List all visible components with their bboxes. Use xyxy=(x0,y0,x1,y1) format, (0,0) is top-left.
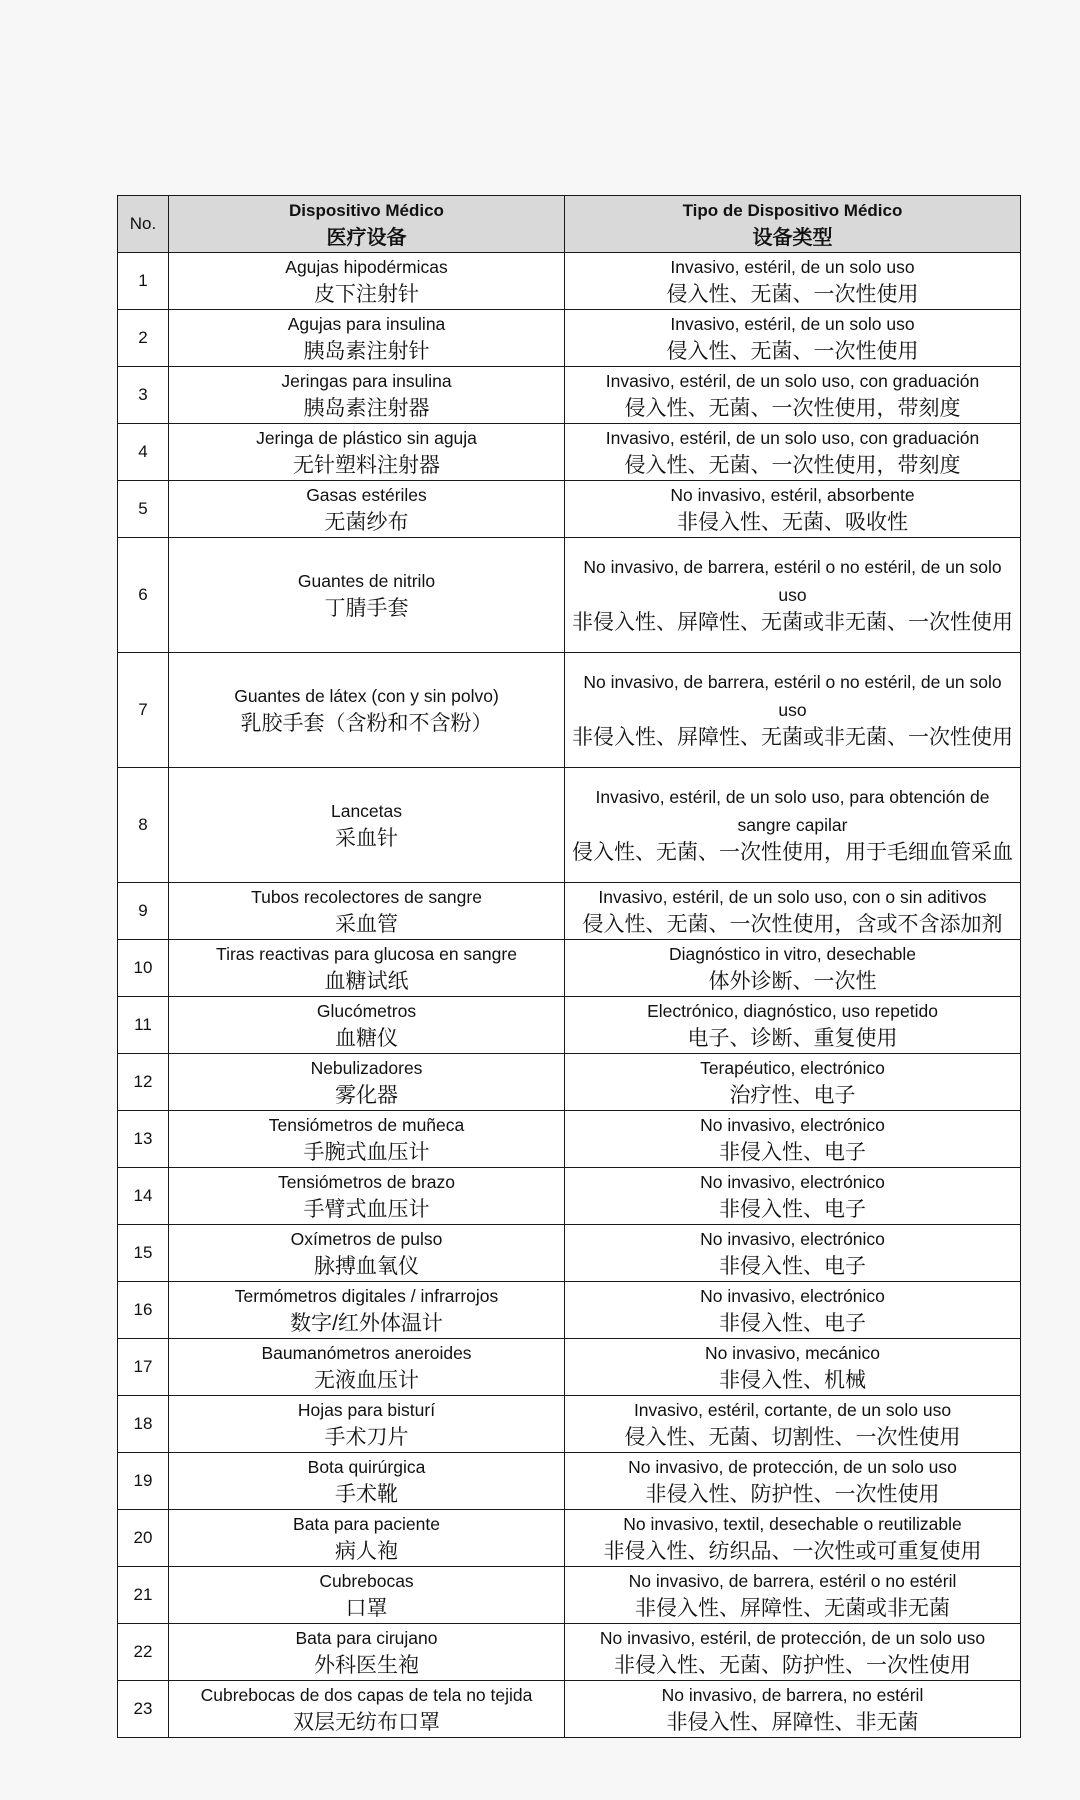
header-device-zh: 医疗设备 xyxy=(326,226,407,249)
device-name-zh: 乳胶手套（含粉和不含粉） xyxy=(240,712,493,735)
device-type-es: Invasivo, estéril, de un solo uso, con graduación xyxy=(605,428,980,448)
device-name-es: Tubos recolectores de sangre xyxy=(251,887,482,907)
device-type-cell xyxy=(565,1681,1021,1738)
device-type-es: No invasivo, electrónico xyxy=(700,1172,885,1192)
table-row xyxy=(118,1054,1021,1111)
row-number: 5 xyxy=(118,481,169,538)
device-type-cell xyxy=(565,1168,1021,1225)
device-type-zh: 非侵入性、无菌、防护性、一次性使用 xyxy=(614,1654,971,1677)
device-type-es: No invasivo, de barrera, no estéril xyxy=(661,1685,924,1705)
device-type-zh: 非侵入性、屏障性、无菌或非无菌 xyxy=(635,1597,950,1620)
device-cell xyxy=(169,424,565,481)
row-number: 13 xyxy=(118,1111,169,1168)
table-row xyxy=(118,1453,1021,1510)
device-cell xyxy=(169,1624,565,1681)
device-type-zh: 侵入性、无菌、一次性使用 xyxy=(666,283,919,306)
device-type-es: Diagnóstico in vitro, desechable xyxy=(668,944,917,964)
row-number: 3 xyxy=(118,367,169,424)
row-number: 23 xyxy=(118,1681,169,1738)
device-type-es: No invasivo, electrónico xyxy=(700,1115,885,1135)
medical-device-table xyxy=(117,195,1021,1738)
device-type-es: Invasivo, estéril, de un solo uso, para obtención de sangre capilar xyxy=(595,787,990,835)
table-row xyxy=(118,1225,1021,1282)
device-cell xyxy=(169,883,565,940)
device-type-cell xyxy=(565,1225,1021,1282)
device-cell xyxy=(169,1339,565,1396)
device-type-cell xyxy=(565,481,1021,538)
device-type-zh: 非侵入性、电子 xyxy=(719,1198,866,1221)
header-device xyxy=(169,196,565,253)
device-cell xyxy=(169,1567,565,1624)
row-number: 7 xyxy=(118,653,169,768)
device-name-es: Cubrebocas de dos capas de tela no tejida xyxy=(200,1685,533,1705)
device-type-zh: 非侵入性、纺织品、一次性或可重复使用 xyxy=(603,1540,982,1563)
device-type-zh: 侵入性、无菌、一次性使用，用于毛细血管采血 xyxy=(572,841,1013,864)
device-type-cell xyxy=(565,253,1021,310)
device-type-cell xyxy=(565,883,1021,940)
device-type-cell xyxy=(565,367,1021,424)
table-body xyxy=(118,253,1021,1738)
device-cell xyxy=(169,768,565,883)
device-name-zh: 无针塑料注射器 xyxy=(293,454,440,477)
device-name-es: Guantes de nitrilo xyxy=(297,571,436,591)
device-type-cell xyxy=(565,538,1021,653)
device-type-cell xyxy=(565,1396,1021,1453)
device-type-es: Electrónico, diagnóstico, uso repetido xyxy=(647,1001,938,1021)
device-cell xyxy=(169,310,565,367)
row-number: 9 xyxy=(118,883,169,940)
header-type-es: Tipo de Dispositivo Médico xyxy=(682,200,903,220)
row-number: 14 xyxy=(118,1168,169,1225)
device-type-es: No invasivo, mecánico xyxy=(704,1343,881,1363)
device-type-zh: 非侵入性、电子 xyxy=(719,1255,866,1278)
device-name-es: Tensiómetros de muñeca xyxy=(268,1115,465,1135)
device-type-zh: 侵入性、无菌、一次性使用，带刻度 xyxy=(624,397,961,420)
device-type-zh: 非侵入性、无菌、吸收性 xyxy=(677,511,908,534)
device-name-es: Bata para paciente xyxy=(293,1514,440,1534)
device-type-cell xyxy=(565,768,1021,883)
device-name-zh: 皮下注射针 xyxy=(314,283,419,306)
table-row xyxy=(118,538,1021,653)
device-name-zh: 雾化器 xyxy=(335,1084,398,1107)
row-number: 2 xyxy=(118,310,169,367)
device-name-zh: 血糖试纸 xyxy=(324,970,409,993)
table-row xyxy=(118,1624,1021,1681)
device-cell xyxy=(169,1681,565,1738)
row-number: 12 xyxy=(118,1054,169,1111)
device-type-zh: 非侵入性、电子 xyxy=(719,1312,866,1335)
device-name-es: Tiras reactivas para glucosa en sangre xyxy=(216,944,517,964)
table-row xyxy=(118,653,1021,768)
device-cell xyxy=(169,367,565,424)
device-type-cell xyxy=(565,1510,1021,1567)
header-device-es: Dispositivo Médico xyxy=(289,200,444,220)
table-row xyxy=(118,1681,1021,1738)
table-row xyxy=(118,1567,1021,1624)
device-type-cell xyxy=(565,1111,1021,1168)
device-cell xyxy=(169,1510,565,1567)
device-type-zh: 侵入性、无菌、切割性、一次性使用 xyxy=(624,1426,961,1449)
device-name-es: Agujas hipodérmicas xyxy=(285,257,448,277)
row-number: 10 xyxy=(118,940,169,997)
row-number: 20 xyxy=(118,1510,169,1567)
device-type-es: No invasivo, de barrera, estéril o no estéril, de un solo uso xyxy=(583,672,1002,720)
device-type-cell xyxy=(565,1339,1021,1396)
device-cell xyxy=(169,1168,565,1225)
device-name-es: Jeringa de plástico sin aguja xyxy=(256,428,477,448)
device-type-zh: 侵入性、无菌、一次性使用，含或不含添加剂 xyxy=(582,913,1003,936)
device-type-cell xyxy=(565,310,1021,367)
header-row xyxy=(118,196,1021,253)
device-name-es: Baumanómetros aneroides xyxy=(261,1343,472,1363)
table-row xyxy=(118,1339,1021,1396)
device-type-zh: 非侵入性、屏障性、无菌或非无菌、一次性使用 xyxy=(572,726,1013,749)
device-cell xyxy=(169,653,565,768)
table-row xyxy=(118,424,1021,481)
device-name-es: Agujas para insulina xyxy=(287,314,446,334)
device-name-zh: 采血管 xyxy=(335,913,398,936)
device-type-zh: 非侵入性、屏障性、无菌或非无菌、一次性使用 xyxy=(572,611,1013,634)
device-name-zh: 口罩 xyxy=(345,1597,388,1620)
device-cell xyxy=(169,1111,565,1168)
device-type-es: No invasivo, estéril, absorbente xyxy=(670,485,915,505)
device-type-es: No invasivo, de barrera, estéril o no estéril xyxy=(628,1571,957,1591)
device-name-es: Tensiómetros de brazo xyxy=(277,1172,456,1192)
device-type-es: No invasivo, electrónico xyxy=(700,1229,885,1249)
device-type-cell xyxy=(565,997,1021,1054)
device-name-zh: 胰岛素注射器 xyxy=(303,397,430,420)
device-type-cell xyxy=(565,1054,1021,1111)
device-name-es: Glucómetros xyxy=(316,1001,417,1021)
device-name-es: Bota quirúrgica xyxy=(307,1457,426,1477)
device-type-cell xyxy=(565,1282,1021,1339)
device-cell xyxy=(169,1225,565,1282)
device-name-zh: 胰岛素注射针 xyxy=(303,340,430,363)
device-cell xyxy=(169,1453,565,1510)
device-cell xyxy=(169,253,565,310)
device-type-es: Invasivo, estéril, de un solo uso xyxy=(670,314,915,334)
device-type-cell xyxy=(565,940,1021,997)
device-name-zh: 手术靴 xyxy=(335,1483,398,1506)
device-cell xyxy=(169,940,565,997)
device-type-es: No invasivo, estéril, de protección, de un solo uso xyxy=(599,1628,986,1648)
header-device-type xyxy=(565,196,1021,253)
device-type-zh: 治疗性、电子 xyxy=(729,1084,856,1107)
device-type-es: Invasivo, estéril, cortante, de un solo uso xyxy=(633,1400,952,1420)
device-type-zh: 非侵入性、机械 xyxy=(719,1369,866,1392)
table-row xyxy=(118,1396,1021,1453)
device-name-zh: 手术刀片 xyxy=(324,1426,409,1449)
device-type-zh: 非侵入性、防护性、一次性使用 xyxy=(645,1483,940,1506)
device-name-es: Termómetros digitales / infrarrojos xyxy=(234,1286,499,1306)
device-cell xyxy=(169,481,565,538)
device-type-es: Invasivo, estéril, de un solo uso xyxy=(670,257,915,277)
device-name-es: Guantes de látex (con y sin polvo) xyxy=(234,686,499,706)
row-number: 18 xyxy=(118,1396,169,1453)
device-name-zh: 手腕式血压计 xyxy=(303,1141,430,1164)
device-cell xyxy=(169,997,565,1054)
row-number: 15 xyxy=(118,1225,169,1282)
device-name-es: Hojas para bisturí xyxy=(297,1400,436,1420)
device-type-zh: 电子、诊断、重复使用 xyxy=(687,1027,898,1050)
device-name-zh: 数字/红外体温计 xyxy=(290,1312,443,1335)
device-name-es: Jeringas para insulina xyxy=(281,371,452,391)
table-row xyxy=(118,481,1021,538)
row-number: 17 xyxy=(118,1339,169,1396)
device-type-zh: 侵入性、无菌、一次性使用 xyxy=(666,340,919,363)
device-type-cell xyxy=(565,1567,1021,1624)
device-type-es: Terapéutico, electrónico xyxy=(700,1058,885,1078)
device-type-zh: 非侵入性、电子 xyxy=(719,1141,866,1164)
device-name-es: Nebulizadores xyxy=(310,1058,423,1078)
device-type-es: No invasivo, de protección, de un solo uso xyxy=(628,1457,957,1477)
device-cell xyxy=(169,538,565,653)
medical-device-table-sheet xyxy=(117,195,1020,1738)
row-number: 8 xyxy=(118,768,169,883)
device-name-zh: 双层无纺布口罩 xyxy=(293,1711,440,1734)
table-row xyxy=(118,997,1021,1054)
device-name-es: Gasas estériles xyxy=(306,485,427,505)
device-name-zh: 无液血压计 xyxy=(314,1369,419,1392)
header-type-zh: 设备类型 xyxy=(752,226,833,249)
device-type-zh: 体外诊断、一次性 xyxy=(708,970,877,993)
device-name-es: Lancetas xyxy=(330,801,403,821)
header-no: No. xyxy=(118,196,169,253)
row-number: 22 xyxy=(118,1624,169,1681)
row-number: 11 xyxy=(118,997,169,1054)
device-name-es: Oxímetros de pulso xyxy=(290,1229,443,1249)
row-number: 19 xyxy=(118,1453,169,1510)
device-name-zh: 采血针 xyxy=(335,827,398,850)
device-type-es: Invasivo, estéril, de un solo uso, con graduación xyxy=(605,371,980,391)
device-type-es: No invasivo, textil, desechable o reutilizable xyxy=(623,1514,962,1534)
device-cell xyxy=(169,1054,565,1111)
device-name-es: Bata para cirujano xyxy=(295,1628,438,1648)
device-cell xyxy=(169,1396,565,1453)
device-type-cell xyxy=(565,653,1021,768)
device-type-es: Invasivo, estéril, de un solo uso, con o sin aditivos xyxy=(598,887,987,907)
row-number: 1 xyxy=(118,253,169,310)
device-name-zh: 无菌纱布 xyxy=(324,511,409,534)
table-row xyxy=(118,310,1021,367)
device-name-zh: 外科医生袍 xyxy=(314,1654,419,1677)
row-number: 16 xyxy=(118,1282,169,1339)
table-row xyxy=(118,1111,1021,1168)
row-number: 6 xyxy=(118,538,169,653)
device-type-cell xyxy=(565,1624,1021,1681)
row-number: 4 xyxy=(118,424,169,481)
table-header xyxy=(118,196,1021,253)
device-name-es: Cubrebocas xyxy=(319,1571,414,1591)
device-name-zh: 脉搏血氧仪 xyxy=(314,1255,419,1278)
device-name-zh: 丁腈手套 xyxy=(324,597,409,620)
table-row xyxy=(118,1510,1021,1567)
table-row xyxy=(118,253,1021,310)
device-type-cell xyxy=(565,424,1021,481)
table-row xyxy=(118,1168,1021,1225)
device-type-zh: 侵入性、无菌、一次性使用，带刻度 xyxy=(624,454,961,477)
table-row xyxy=(118,940,1021,997)
device-name-zh: 血糖仪 xyxy=(335,1027,398,1050)
table-row xyxy=(118,1282,1021,1339)
device-type-cell xyxy=(565,1453,1021,1510)
device-name-zh: 手臂式血压计 xyxy=(303,1198,430,1221)
device-name-zh: 病人袍 xyxy=(335,1540,398,1563)
table-row xyxy=(118,768,1021,883)
table-row xyxy=(118,367,1021,424)
device-cell xyxy=(169,1282,565,1339)
device-type-zh: 非侵入性、屏障性、非无菌 xyxy=(666,1711,919,1734)
device-type-es: No invasivo, de barrera, estéril o no estéril, de un solo uso xyxy=(583,557,1002,605)
row-number: 21 xyxy=(118,1567,169,1624)
table-row xyxy=(118,883,1021,940)
device-type-es: No invasivo, electrónico xyxy=(700,1286,885,1306)
